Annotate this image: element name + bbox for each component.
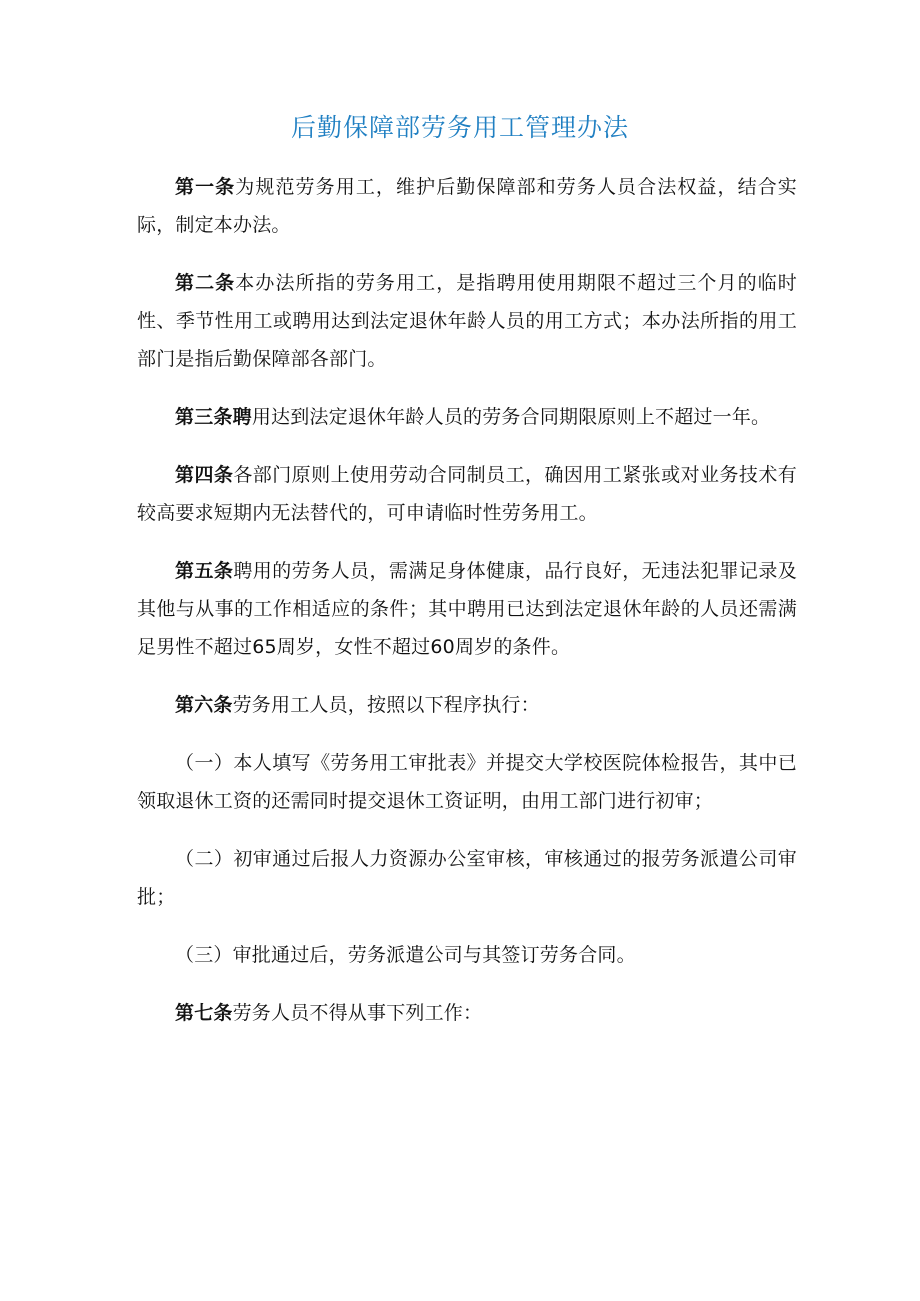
article-text: 聘用的劳务人员，需满足身体健康，品行良好，无违法犯罪记录及其他与从事的工作相适应的条件；其中聘用已达到法定退休年龄的人员还需满足男性不超过65周岁，女性不超过60周岁的条件。 [137, 560, 797, 658]
article-4 [137, 456, 797, 532]
document-title: 后勤保障部劳务用工管理办法 [290, 113, 629, 142]
article-6 [137, 686, 797, 724]
article-text: 用达到法定退休年龄人员的劳务合同期限原则上不超过一年。 [251, 406, 771, 428]
article-text: 本办法所指的劳务用工，是指聘用使用期限不超过三个月的临时性、季节性用工或聘用达到法定退休年龄人员的用工方式；本办法所指的用工部门是指后勤保障部各部门。 [137, 272, 797, 370]
article-label: 第七条 [175, 1002, 233, 1024]
procedure-item-2: （二）初审通过后报人力资源办公室审核，审核通过的报劳务派遣公司审批； [137, 848, 797, 908]
procedure-item-1: （一）本人填写《劳务用工审批表》并提交大学校医院体检报告，其中已领取退休工资的还需同时提交退休工资证明，由用工部门进行初审； [137, 752, 797, 812]
article-label: 第一条 [175, 176, 236, 198]
article-label: 第二条 [175, 272, 236, 294]
document-body [137, 168, 797, 1052]
article-7 [137, 994, 797, 1032]
procedure-item-3: （三）审批通过后，劳务派遣公司与其签订劳务合同。 [175, 944, 636, 966]
article-text: 劳务人员不得从事下列工作： [232, 1002, 483, 1024]
article-2 [137, 264, 797, 378]
article-1 [137, 168, 797, 244]
article-label: 第五条 [175, 560, 234, 582]
article-3 [137, 398, 797, 436]
article-label: 第六条 [175, 694, 233, 716]
article-5 [137, 552, 797, 666]
article-text: 为规范劳务用工，维护后勤保障部和劳务人员合法权益，结合实际，制定本办法。 [137, 176, 797, 236]
article-text: 劳务用工人员，按照以下程序执行： [232, 694, 540, 716]
article-label: 第三条聘 [175, 406, 252, 428]
article-label: 第四条 [175, 464, 234, 486]
article-text: 各部门原则上使用劳动合同制员工，确因用工紧张或对业务技术有较高要求短期内无法替代的，可申请临时性劳务用工。 [137, 464, 797, 524]
